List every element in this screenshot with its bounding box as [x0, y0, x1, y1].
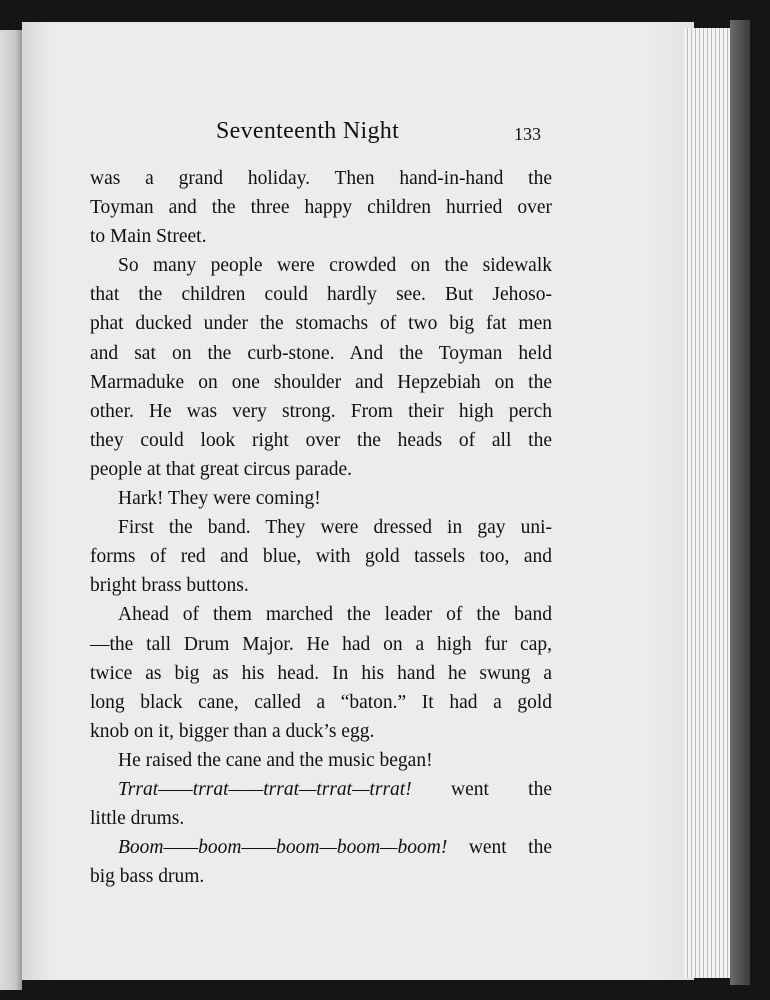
text-line: He raised the cane and the music began!: [118, 749, 433, 771]
text-line: —the tall Drum Major. He had on a high fur cap,: [90, 633, 552, 655]
page-edges: [684, 28, 734, 978]
text-line: phat ducked under the stomachs of two big fat men: [90, 313, 552, 335]
body-text: [90, 164, 552, 891]
chapter-title: Seventeenth Night: [216, 118, 400, 144]
drum-line: [90, 833, 552, 862]
book-cover-edge: [730, 20, 750, 985]
text-line: they could look right over the heads of all the: [90, 429, 552, 451]
text-line: that the children could hardly see. But Jehoso-: [90, 284, 552, 306]
text-line: and sat on the curb-stone. And the Toyman held: [90, 342, 552, 364]
text-line: Ahead of them marched the leader of the band: [118, 604, 552, 626]
drum-sound-trrat: Trrat——trrat——trrat—trrat—trrat!: [118, 778, 412, 800]
text-line: was a grand holiday. Then hand-in-hand the: [90, 168, 552, 189]
drum-line-rest: went the: [411, 778, 552, 800]
drum-sound-boom: Boom——boom——boom—boom—boom!: [118, 837, 448, 859]
text-line: to Main Street.: [90, 226, 207, 248]
drum-line: [90, 775, 552, 804]
text-line: forms of red and blue, with gold tassels too, and: [90, 546, 552, 568]
text-line: knob on it, bigger than a duck’s egg.: [90, 720, 375, 742]
text-line: big bass drum.: [90, 866, 205, 888]
text-line: Marmaduke on one shoulder and Hepzebiah on the: [90, 371, 552, 393]
text-line: Toyman and the three happy children hurried over: [90, 197, 552, 219]
facing-page-edge: [0, 30, 22, 990]
text-line: twice as big as his head. In his hand he swung a: [90, 662, 552, 684]
text-line: other. He was very strong. From their high perch: [90, 400, 552, 422]
drum-line-rest: went the: [447, 837, 552, 859]
text-line: little drums.: [90, 808, 185, 830]
text-line: So many people were crowded on the sidewalk: [118, 255, 552, 277]
text-line: long black cane, called a “baton.” It had a gold: [90, 691, 552, 713]
text-line: people at that great circus parade.: [90, 458, 353, 480]
text-line: bright brass buttons.: [90, 575, 249, 597]
text-line: First the band. They were dressed in gay uni-: [118, 517, 552, 539]
page-number: 133: [514, 124, 541, 144]
text-line: Hark! They were coming!: [118, 488, 321, 510]
running-head: [0, 118, 770, 152]
